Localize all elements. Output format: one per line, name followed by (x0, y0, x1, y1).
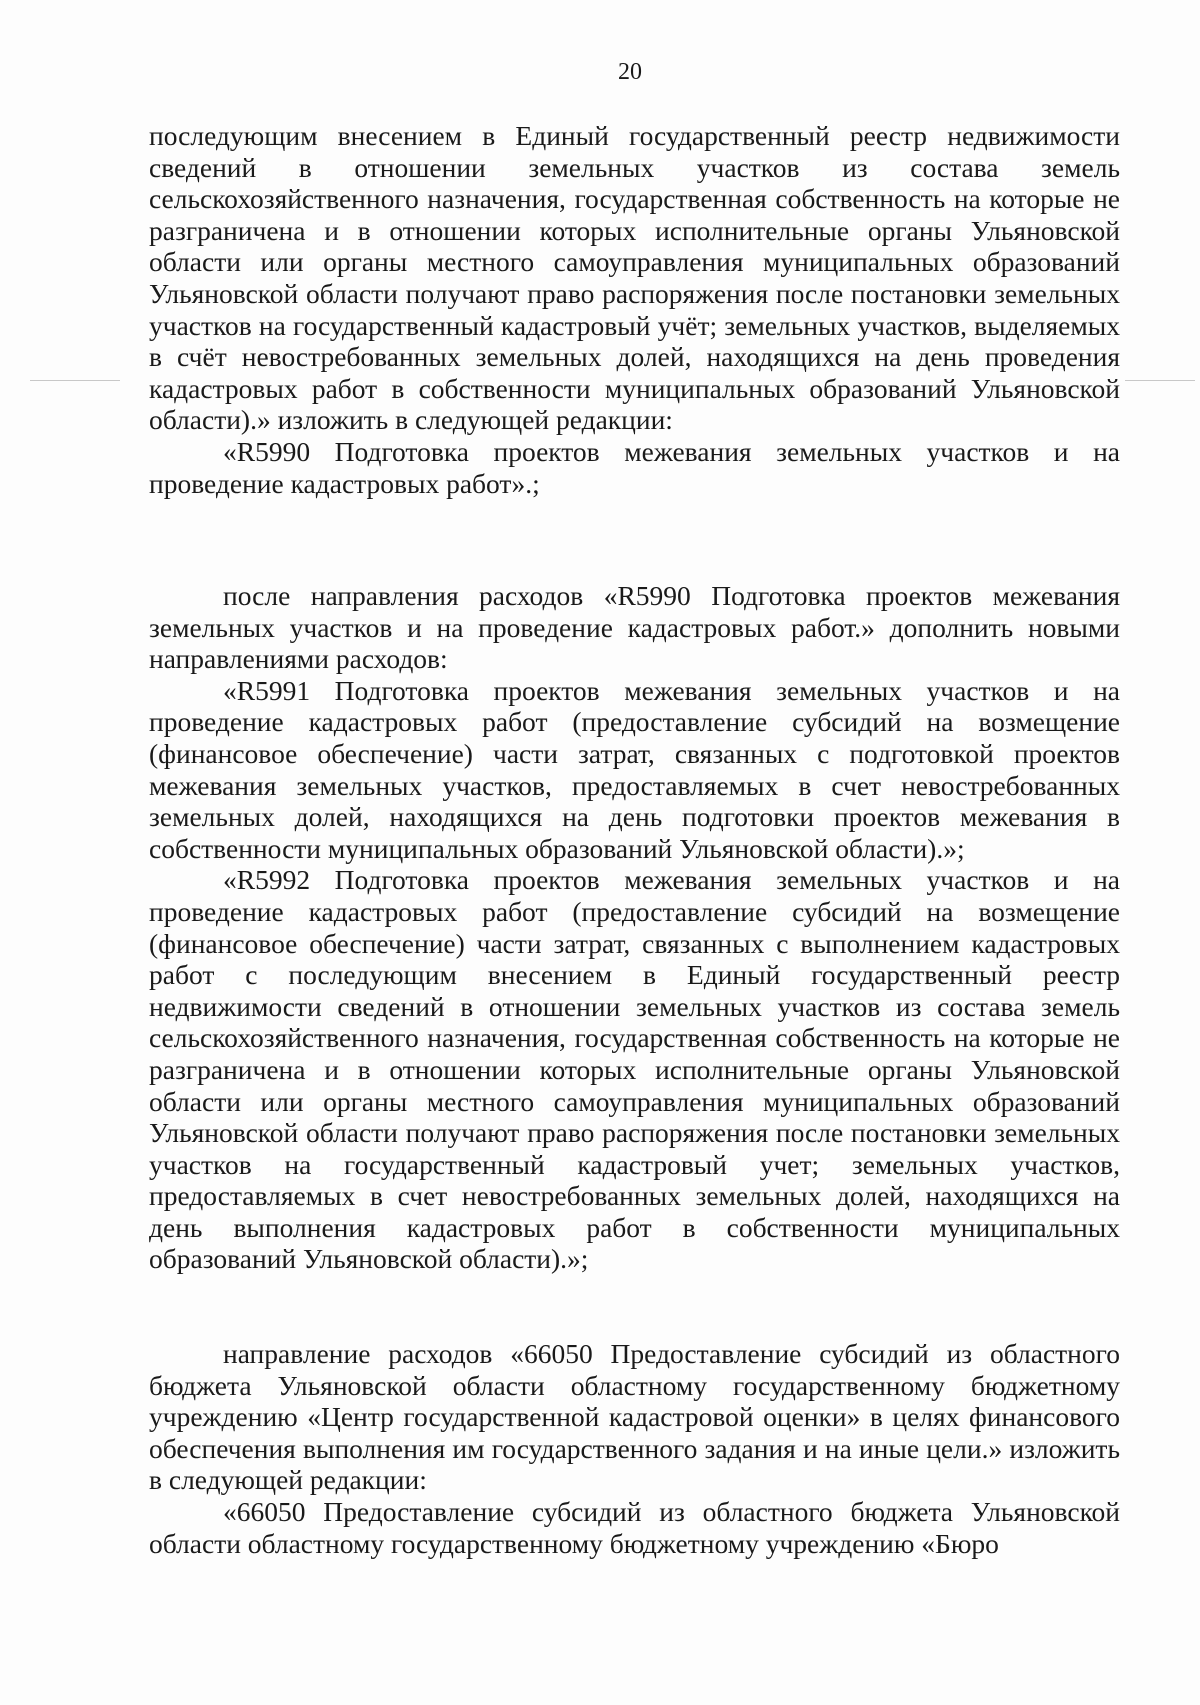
paragraph: «R5990 Подготовка проектов межевания земельных участков и на проведение кадастровых работ».; (149, 435, 1120, 499)
text-block-2 (149, 580, 1120, 1275)
text-block-3 (149, 1338, 1120, 1559)
paragraph: «R5992 Подготовка проектов межевания земельных участков и на проведение кадастровых работ (предоставление субсидий на возмещение (финансовое обеспечение) части затрат, связанных с выполнением кадастровых работ с последующим внесением в Единый государственный реестр недвижимости сведений в отношении земельных участков из состава земель сельскохозяйственного назначения, государственная собственность на которые не разграничена и в отношении которых исполнительные органы Ульяновской области или органы местного самоуправления муниципальных образований Ульяновской области получают право распоряжения после постановки земельных участков на государственный кадастровый учет; земельных участков, предоставляемых в счет невостребованных земельных долей, находящихся на день выполнения кадастровых работ в собственности муниципальных образований Ульяновской области).»; (149, 864, 1120, 1275)
paragraph: направление расходов «66050 Предоставление субсидий из областного бюджета Ульяновской области областному государственному бюджетному учреждению «Центр государственной кадастровой оценки» в целях финансового обеспечения выполнения им государственного задания и на иные цели.» изложить в следующей редакции: (149, 1338, 1120, 1496)
paragraph: после направления расходов «R5990 Подготовка проектов межевания земельных участков и на проведение кадастровых работ.» дополнить новыми направлениями расходов: (149, 580, 1120, 675)
scan-artifact-left (30, 380, 120, 381)
page-number: 20 (618, 59, 642, 85)
scan-artifact-right (1125, 380, 1195, 381)
paragraph: «R5991 Подготовка проектов межевания земельных участков и на проведение кадастровых работ (предоставление субсидий на возмещение (финансовое обеспечение) части затрат, связанных с подготовкой проектов межевания земельных участков, предоставляемых в счет невостребованных земельных долей, находящихся на день подготовки проектов межевания в собственности муниципальных образований Ульяновской области).»; (149, 674, 1120, 864)
paragraph: «66050 Предоставление субсидий из областного бюджета Ульяновской области областному государственному бюджетному учреждению «Бюро (149, 1495, 1120, 1559)
paragraph: последующим внесением в Единый государственный реестр недвижимости сведений в отношении земельных участков из состава земель сельскохозяйственного назначения, государственная собственность на которые не разграничена и в отношении которых исполнительные органы Ульяновской области или органы местного самоуправления муниципальных образований Ульяновской области получают право распоряжения после постановки земельных участков на государственный кадастровый учёт; земельных участков, выделяемых в счёт невостребованных земельных долей, находящихся на день проведения кадастровых работ в собственности муниципальных образований Ульяновской области).» изложить в следующей редакции: (149, 120, 1120, 436)
text-block-1 (149, 120, 1120, 499)
